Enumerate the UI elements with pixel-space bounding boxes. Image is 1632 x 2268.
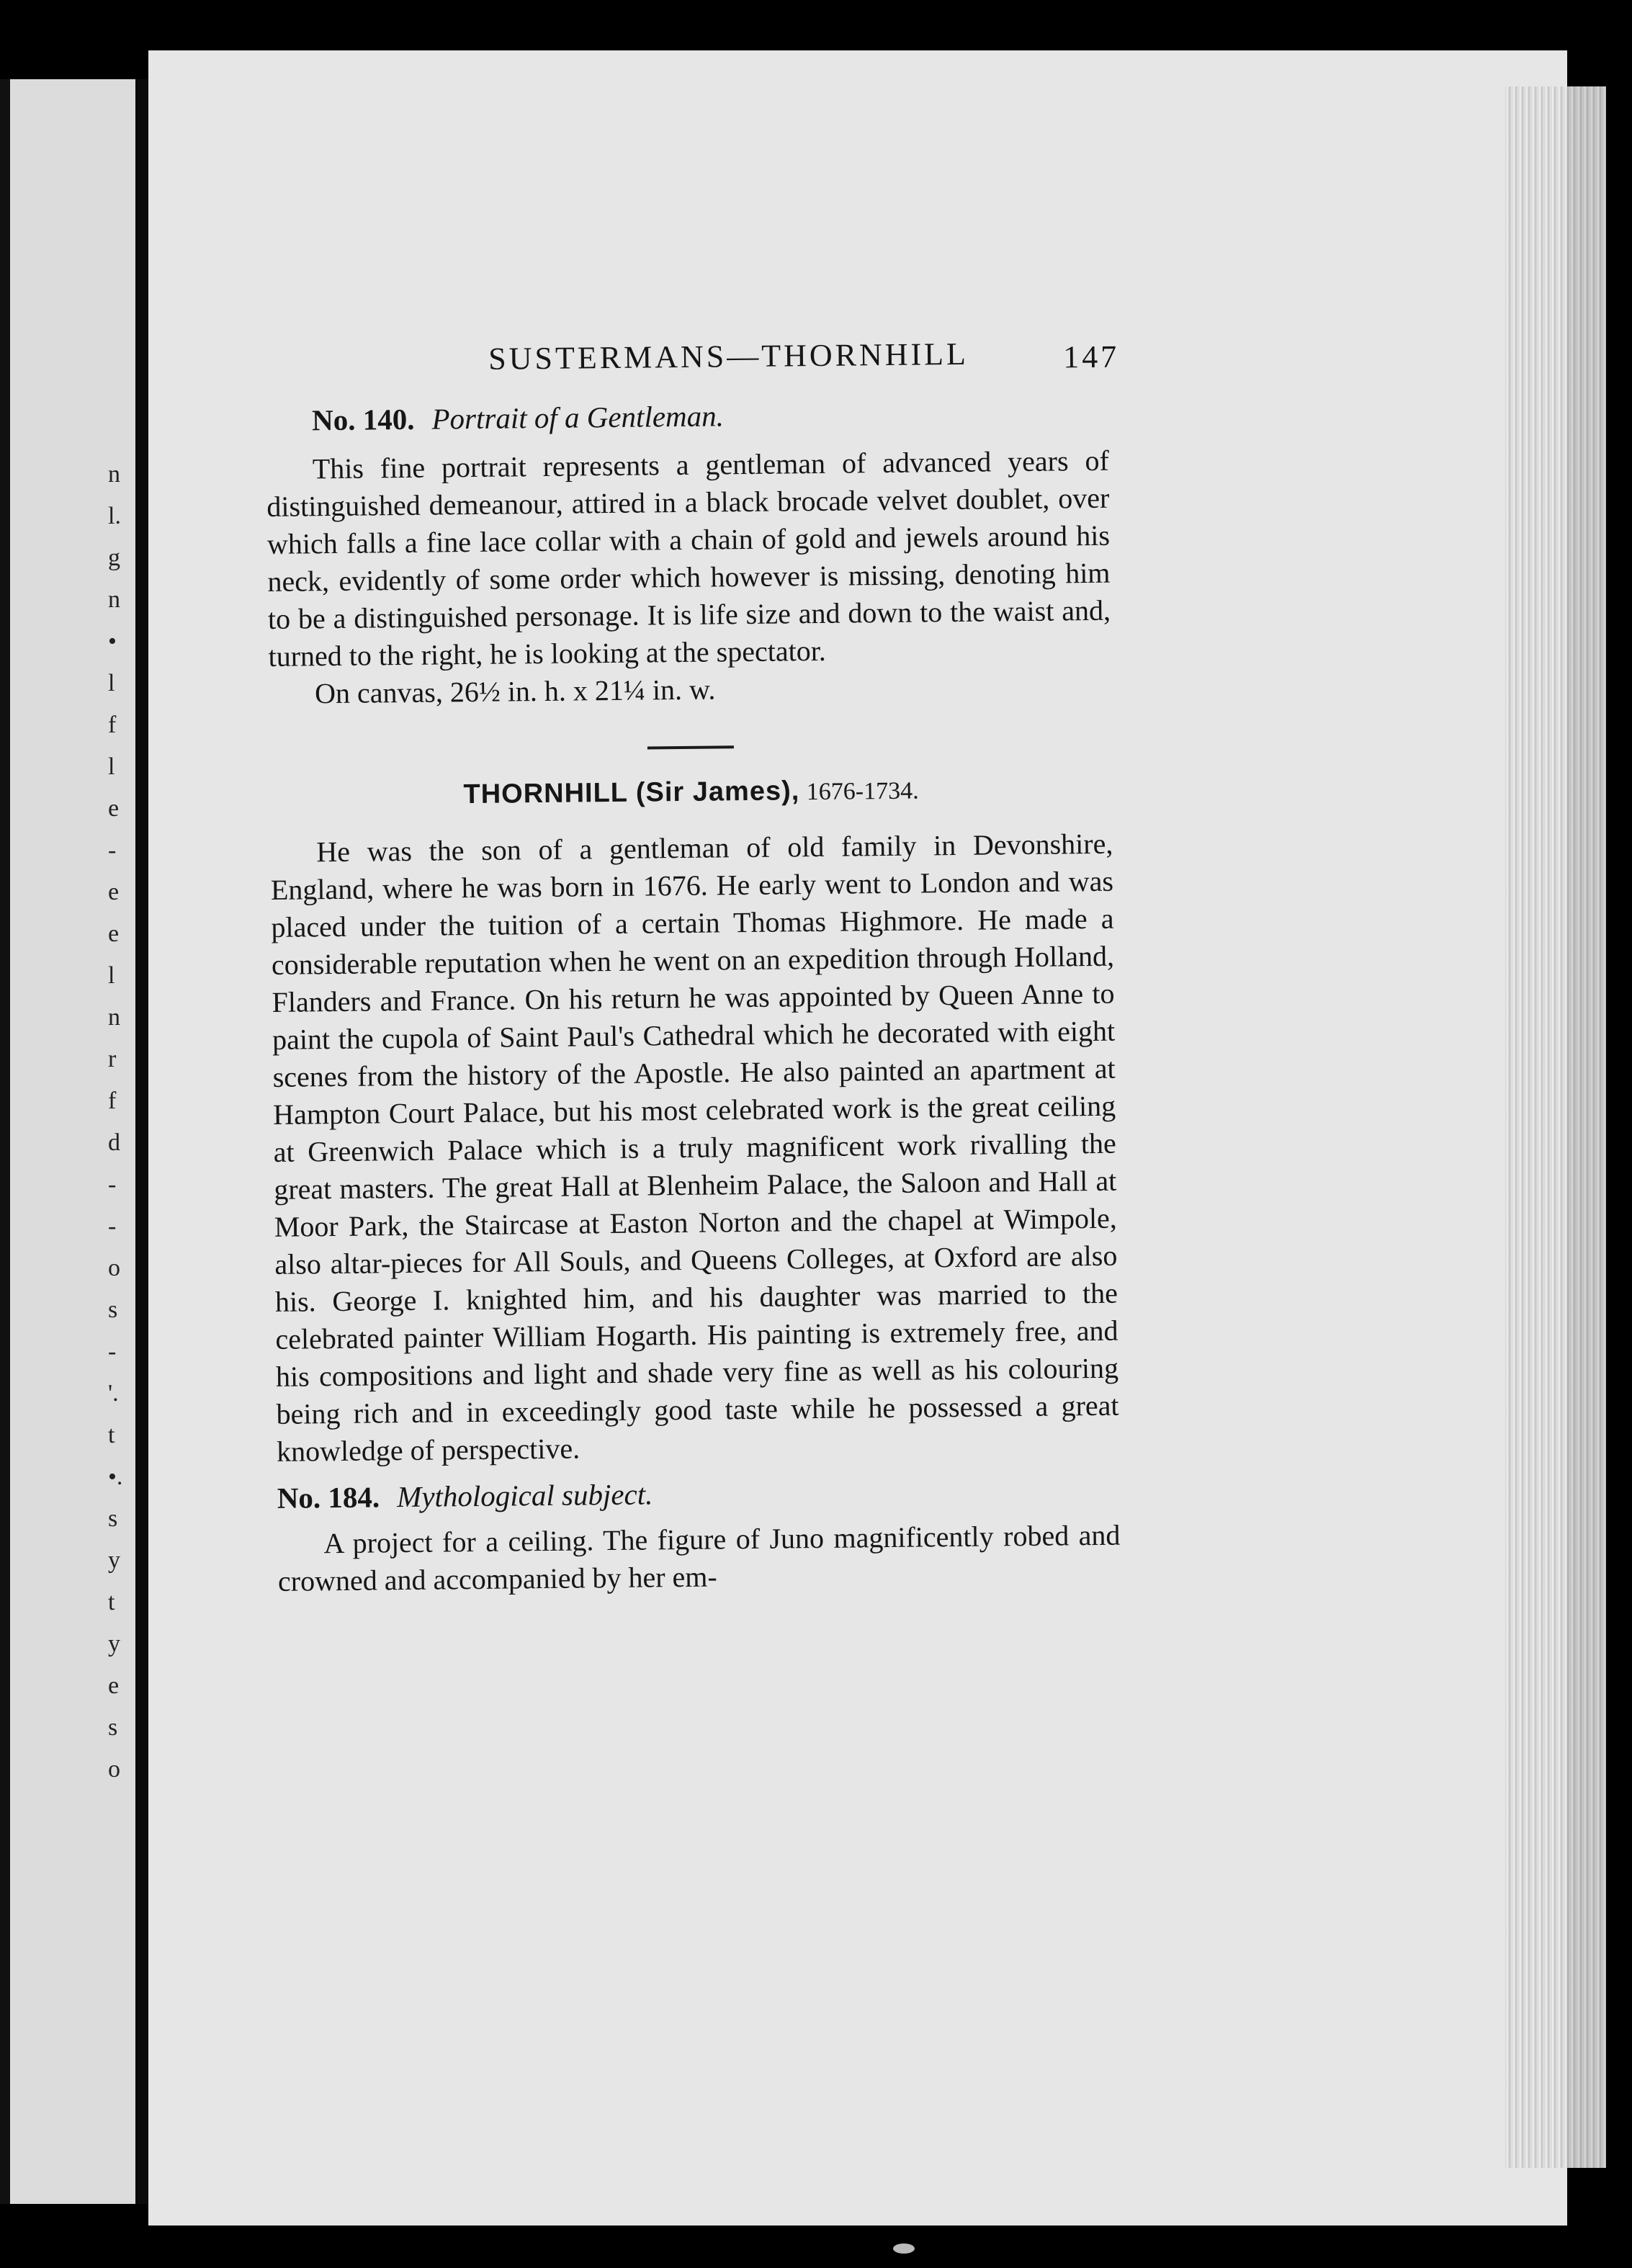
left-margin-letter: e	[108, 795, 120, 822]
artist-dates: 1676-1734.	[806, 777, 919, 806]
left-margin-letter: d	[108, 1129, 120, 1156]
left-margin-letter: s	[108, 1505, 118, 1532]
left-margin-letter: •	[108, 628, 117, 655]
left-margin-letter: l	[108, 670, 115, 696]
running-head-title: SUSTERMANS—THORNHILL	[488, 336, 969, 377]
left-margin-letter: e	[108, 920, 120, 947]
left-margin-letter: f	[108, 1088, 117, 1114]
left-margin-letter: l	[108, 753, 115, 780]
left-margin-letter: f	[108, 712, 117, 738]
left-margin-letters	[108, 454, 137, 1790]
left-margin-letter: '.	[108, 1380, 119, 1407]
entry-140-description: This fine portrait represents a gentleman of advanced years of distinguished demeanour, attired in a black brocade velvet doublet, over which falls a fine lace collar with a chain of gold and jewels around his neck, evidently of some order which however is missing, denoting him to be a distinguished personage. It is life size and down to the waist and, turned to the right, he is looking at the spectator.	[266, 444, 1111, 673]
scan-speck	[893, 2244, 915, 2254]
left-margin-letter: t	[108, 1589, 115, 1615]
entry-184-heading	[277, 1472, 1120, 1515]
left-page-edge	[0, 79, 10, 2204]
left-margin-letter: s	[108, 1296, 118, 1323]
artist-heading	[269, 772, 1112, 812]
running-head	[265, 334, 1120, 393]
page-number: 147	[1063, 339, 1120, 375]
entry-140-medium: On canvas, 26½ in. h. x 21¼ in. w.	[314, 673, 716, 710]
left-margin-letter: e	[108, 879, 120, 905]
left-margin-letter: o	[108, 1756, 120, 1783]
left-margin-letter: r	[108, 1046, 117, 1072]
artist-biography: He was the son of a gentleman of old family in Devonshire, England, where he was born in 1676. He early went to London and was placed under the tuition of a certain Thomas Highmore. He made a considerable reputation when he went on an expedition through Holland, Flanders and France. On his return he was appointed by Queen Anne to paint the cupola of Saint Paul's Cathedral which he decorated with eight scenes from the history of the Apostle. He also painted an apartment at Hampton Court Palace, but his most celebrated work is the great ceiling at Greenwich Palace which is a truly magnificent work rivalling the great masters. The great Hall at Blenheim Palace, the Saloon and Hall at Moor Park, the Staircase at Easton Norton and the chapel at Wimpole, also altar-pieces for All Souls, and Queens Colleges, at Oxford are also his. George I. knighted him, and his daughter was married to the celebrated painter William Hogarth. His painting is extremely free, and his compositions and light and shade very fine as well as his colouring being rich and in exceedingly good taste while he possessed a great knowledge of perspective.	[270, 827, 1119, 1468]
left-margin-letter: l.	[108, 503, 121, 529]
left-margin-letter: l	[108, 962, 115, 989]
left-margin-letter: s	[108, 1714, 118, 1741]
left-margin-letter: -	[108, 1171, 117, 1198]
left-margin-letter: n	[108, 1004, 120, 1031]
left-margin-letter: -	[108, 837, 117, 864]
book-gutter	[135, 79, 148, 2204]
artist-name: THORNHILL (Sir James),	[463, 776, 800, 810]
left-margin-letter: •.	[108, 1464, 123, 1490]
left-margin-letter: e	[108, 1672, 120, 1699]
left-margin-letter: y	[108, 1547, 120, 1574]
left-margin-letter: t	[108, 1422, 115, 1448]
entry-140-heading	[312, 395, 1108, 438]
left-page-fragment	[0, 79, 144, 2204]
entry-140-number: No. 140.	[311, 402, 415, 437]
left-margin-letter: n	[108, 461, 120, 488]
page-edges	[1505, 86, 1606, 2168]
left-margin-letter: -	[108, 1213, 117, 1240]
entry-184-description: A project for a ceiling. The figure of Juno magnificently robed and crowned and accompanied by her em-	[277, 1518, 1121, 1597]
section-divider	[647, 745, 734, 749]
entry-184-title: Mythological subject.	[396, 1477, 653, 1514]
entry-184-number: No. 184.	[277, 1480, 380, 1515]
left-margin-letter: y	[108, 1631, 120, 1657]
left-margin-letter: g	[108, 544, 120, 571]
left-margin-letter: -	[108, 1338, 117, 1365]
page-text	[265, 334, 1121, 1600]
left-margin-letter: n	[108, 586, 120, 613]
entry-140-title: Portrait of a Gentleman.	[431, 399, 725, 436]
left-margin-letter: o	[108, 1255, 120, 1281]
